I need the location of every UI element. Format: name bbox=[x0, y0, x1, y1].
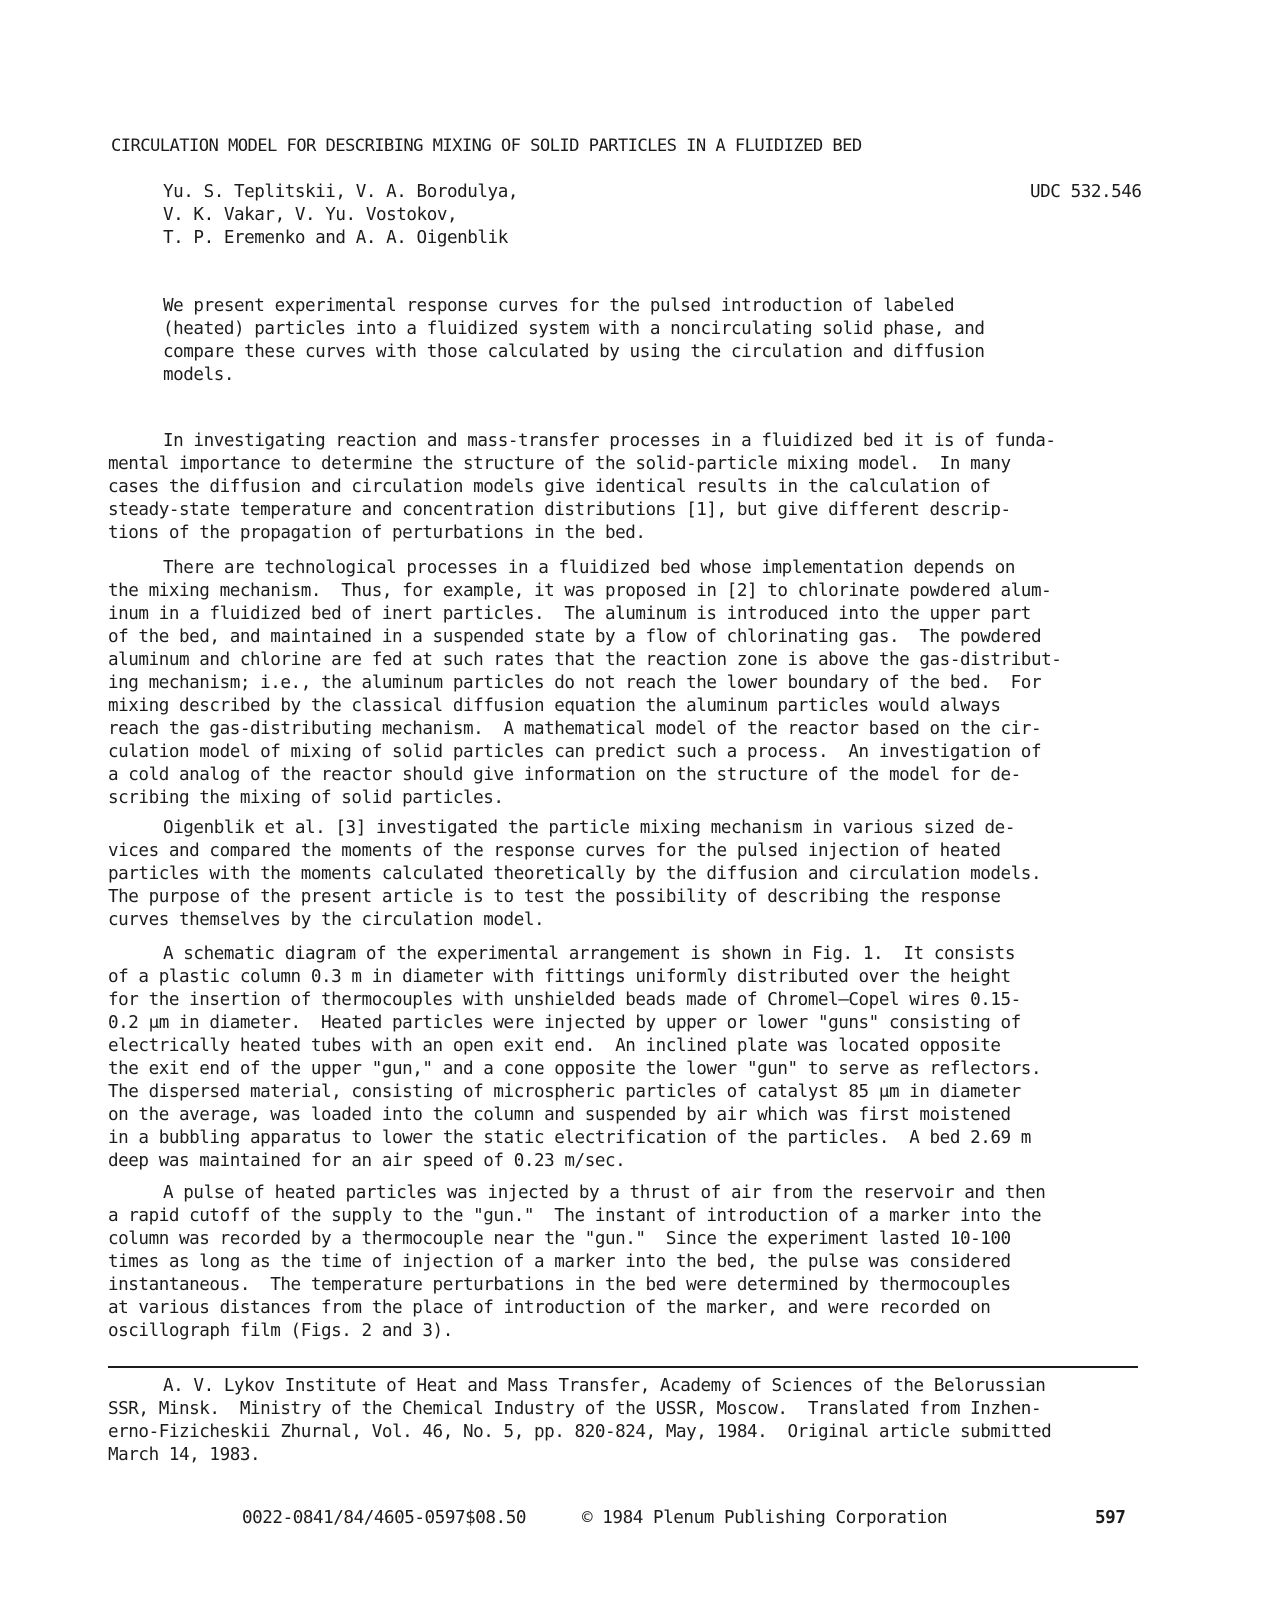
text-line: cases the diffusion and circulation models give identical results in the calculation of bbox=[108, 477, 991, 497]
journal-code: 0022-0841/84/4605-0597$08.50 bbox=[242, 1508, 526, 1528]
abstract bbox=[163, 295, 985, 387]
text-line: Oigenblik et al. [3] investigated the particle mixing mechanism in various sized de- bbox=[163, 818, 1015, 838]
author-line: T. P. Eremenko and A. A. Oigenblik bbox=[163, 228, 508, 248]
text-line: for the insertion of thermocouples with unshielded beads made of Chromel—Copel wires 0.15- bbox=[108, 990, 1021, 1010]
text-line: of the bed, and maintained in a suspended state by a flow of chlorinating gas. The powdered bbox=[108, 627, 1042, 647]
body-paragraph-4 bbox=[108, 943, 1041, 1173]
text-line: the exit end of the upper "gun," and a cone opposite the lower "gun" to serve as reflectors. bbox=[108, 1059, 1042, 1079]
text-line: curves themselves by the circulation model. bbox=[108, 910, 545, 930]
text-line: particles with the moments calculated theoretically by the diffusion and circulation models. bbox=[108, 864, 1042, 884]
text-line: mental importance to determine the structure of the solid-particle mixing model. In many bbox=[108, 454, 1011, 474]
text-line: a rapid cutoff of the supply to the "gun." The instant of introduction of a marker into the bbox=[108, 1206, 1042, 1226]
footnote-line: SSR, Minsk. Ministry of the Chemical Industry of the USSR, Moscow. Translated from Inzhen- bbox=[108, 1399, 1042, 1419]
body-paragraph-3 bbox=[108, 817, 1041, 932]
text-line: ing mechanism; i.e., the aluminum particles do not reach the lower boundary of the bed. For bbox=[108, 673, 1042, 693]
article-title: CIRCULATION MODEL FOR DESCRIBING MIXING OF SOLID PARTICLES IN A FLUIDIZED BED bbox=[111, 136, 862, 156]
text-line: column was recorded by a thermocouple near the "gun." Since the experiment lasted 10-100 bbox=[108, 1229, 1011, 1249]
text-line: A schematic diagram of the experimental arrangement is shown in Fig. 1. It consists bbox=[163, 944, 1015, 964]
text-line: There are technological processes in a fluidized bed whose implementation depends on bbox=[163, 558, 1015, 578]
text-line: of a plastic column 0.3 m in diameter with fittings uniformly distributed over the height bbox=[108, 967, 1011, 987]
text-line: 0.2 μm in diameter. Heated particles were injected by upper or lower "guns" consisting of bbox=[108, 1013, 1021, 1033]
text-line: deep was maintained for an air speed of 0.23 m/sec. bbox=[108, 1151, 626, 1171]
author-line: V. K. Vakar, V. Yu. Vostokov, bbox=[163, 205, 458, 225]
affiliation-footnote bbox=[108, 1375, 1051, 1467]
text-line: instantaneous. The temperature perturbations in the bed were determined by thermocouples bbox=[108, 1275, 1011, 1295]
text-line: A pulse of heated particles was injected by a thrust of air from the reservoir and then bbox=[163, 1183, 1046, 1203]
udc-code: UDC 532.546 bbox=[1030, 182, 1142, 202]
text-line: times as long as the time of injection of a marker into the bed, the pulse was considered bbox=[108, 1252, 1011, 1272]
text-line: The dispersed material, consisting of microspheric particles of catalyst 85 μm in diameter bbox=[108, 1082, 1021, 1102]
text-line: vices and compared the moments of the response curves for the pulsed injection of heated bbox=[108, 841, 1001, 861]
text-line: tions of the propagation of perturbations in the bed. bbox=[108, 523, 646, 543]
text-line: in a bubbling apparatus to lower the static electrification of the particles. A bed 2.69 m bbox=[108, 1128, 1031, 1148]
text-line: The purpose of the present article is to test the possibility of describing the response bbox=[108, 887, 1001, 907]
abstract-line: compare these curves with those calculated by using the circulation and diffusion bbox=[163, 342, 985, 362]
text-line: oscillograph film (Figs. 2 and 3). bbox=[108, 1321, 453, 1341]
text-line: inum in a fluidized bed of inert particles. The aluminum is introduced into the upper part bbox=[108, 604, 1031, 624]
text-line: aluminum and chlorine are fed at such rates that the reaction zone is above the gas-distribut- bbox=[108, 650, 1062, 670]
page-number: 597 bbox=[1095, 1508, 1126, 1528]
footnote-line: March 14, 1983. bbox=[108, 1445, 261, 1465]
copyright-notice: © 1984 Plenum Publishing Corporation bbox=[582, 1508, 948, 1528]
text-line: reach the gas-distributing mechanism. A mathematical model of the reactor based on the cir- bbox=[108, 719, 1042, 739]
abstract-line: models. bbox=[163, 365, 234, 385]
author-list bbox=[163, 181, 518, 250]
body-paragraph-5 bbox=[108, 1182, 1045, 1343]
footnote-divider bbox=[108, 1366, 1138, 1368]
text-line: culation model of mixing of solid particles can predict such a process. An investigation of bbox=[108, 742, 1042, 762]
abstract-line: We present experimental response curves for the pulsed introduction of labeled bbox=[163, 296, 955, 316]
text-line: In investigating reaction and mass-transfer processes in a fluidized bed it is of funda- bbox=[163, 431, 1056, 451]
text-line: scribing the mixing of solid particles. bbox=[108, 788, 504, 808]
text-line: a cold analog of the reactor should give information on the structure of the model for de- bbox=[108, 765, 1021, 785]
author-line: Yu. S. Teplitskii, V. A. Borodulya, bbox=[163, 182, 518, 202]
body-paragraph-1 bbox=[108, 430, 1056, 545]
footnote-line: A. V. Lykov Institute of Heat and Mass Transfer, Academy of Sciences of the Belorussian bbox=[163, 1376, 1046, 1396]
text-line: electrically heated tubes with an open exit end. An inclined plate was located opposite bbox=[108, 1036, 1001, 1056]
text-line: on the average, was loaded into the column and suspended by air which was first moistened bbox=[108, 1105, 1011, 1125]
abstract-line: (heated) particles into a fluidized system with a noncirculating solid phase, and bbox=[163, 319, 985, 339]
text-line: mixing described by the classical diffusion equation the aluminum particles would always bbox=[108, 696, 1001, 716]
text-line: the mixing mechanism. Thus, for example, it was proposed in [2] to chlorinate powdered alum- bbox=[108, 581, 1052, 601]
text-line: steady-state temperature and concentration distributions [1], but give different descrip- bbox=[108, 500, 1011, 520]
footnote-line: erno-Fizicheskii Zhurnal, Vol. 46, No. 5, pp. 820-824, May, 1984. Original article submitted bbox=[108, 1422, 1052, 1442]
body-paragraph-2 bbox=[108, 557, 1061, 810]
text-line: at various distances from the place of introduction of the marker, and were recorded on bbox=[108, 1298, 991, 1318]
